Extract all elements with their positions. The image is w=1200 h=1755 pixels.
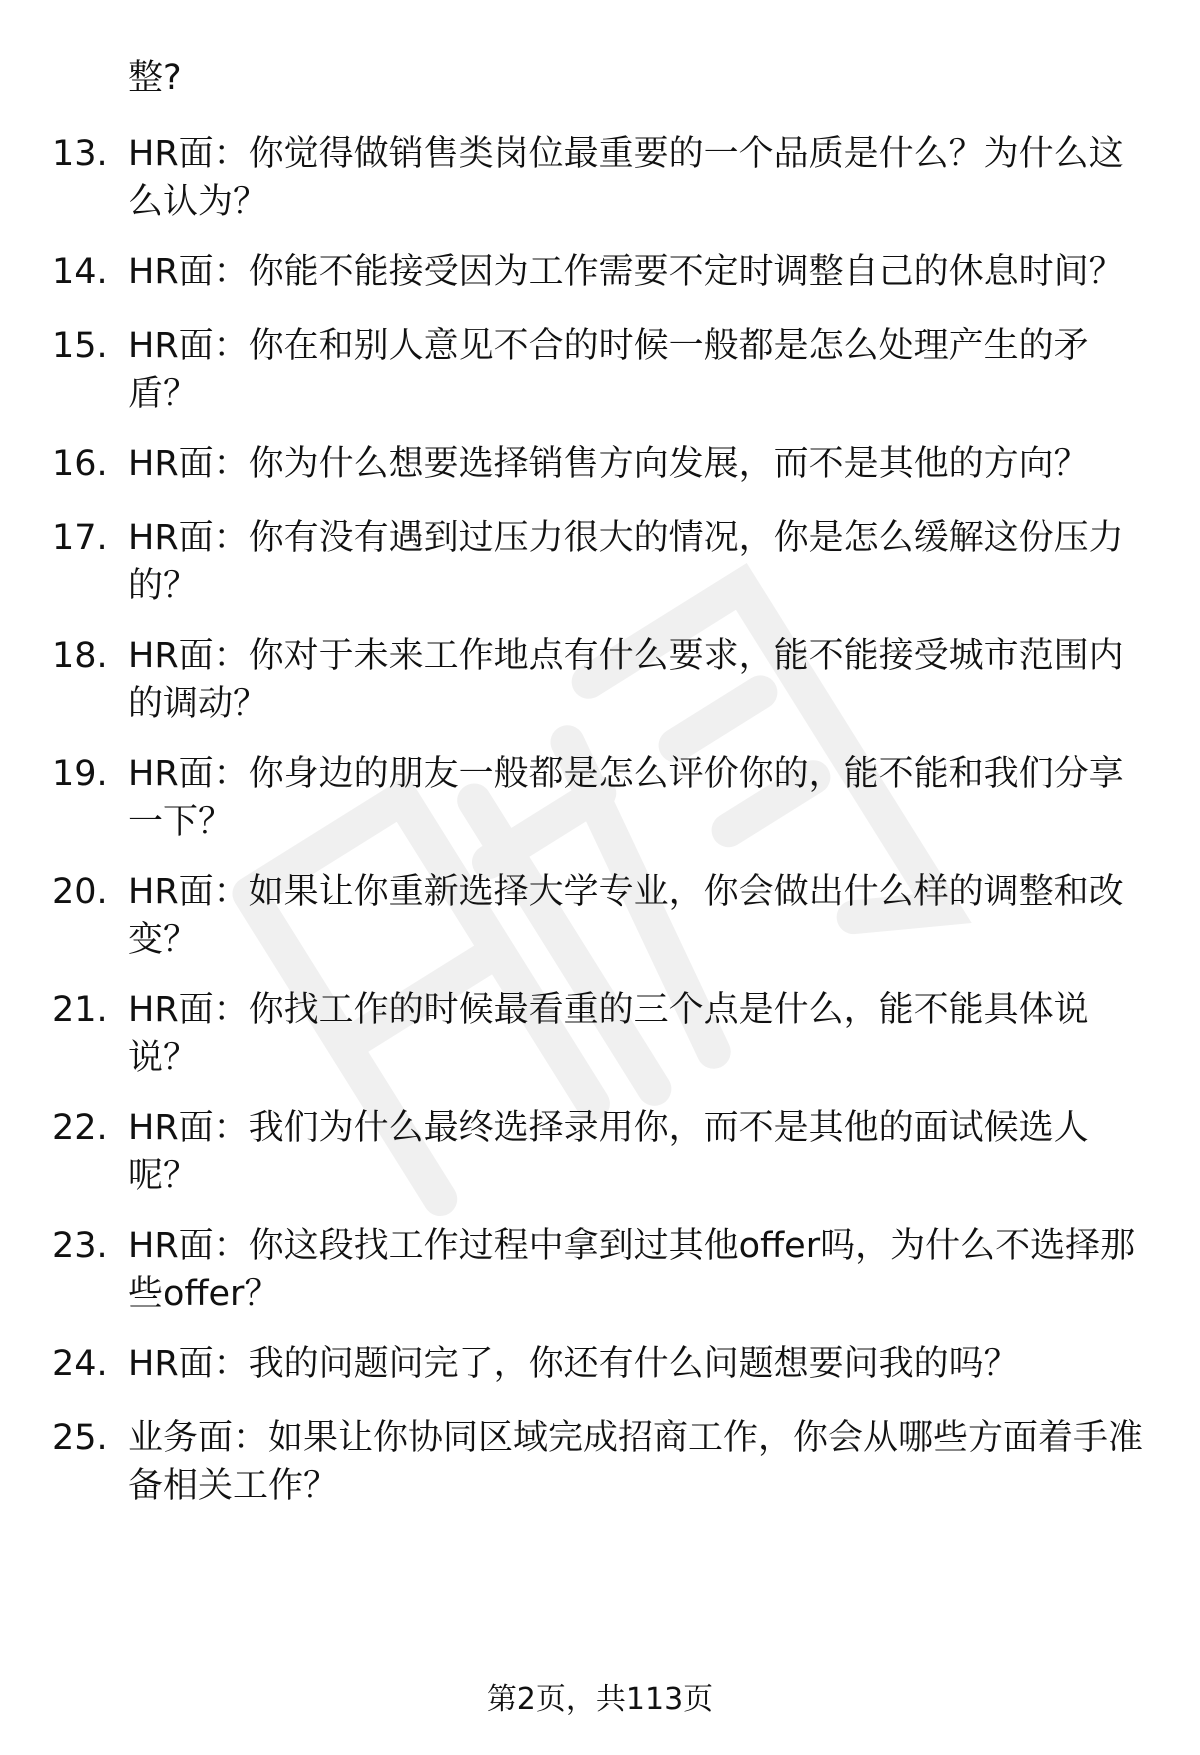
- question-number: 14.: [52, 252, 108, 292]
- question-number: 13.: [52, 134, 108, 174]
- question-text: HR面：你这段找工作过程中拿到过其他offer吗，为什么不选择那些offer？: [128, 1226, 1136, 1314]
- question-text: 业务面：如果让你协同区域完成招商工作，你会从哪些方面着手准备相关工作？: [128, 1418, 1144, 1506]
- question-number: 17.: [52, 518, 108, 558]
- question-number: 18.: [52, 636, 108, 676]
- question-number: 25.: [52, 1418, 108, 1458]
- question-number: 16.: [52, 444, 108, 484]
- question-text: HR面：如果让你重新选择大学专业，你会做出什么样的调整和改变？: [128, 872, 1124, 960]
- question-text: HR面：我们为什么最终选择录用你，而不是其他的面试候选人呢？: [128, 1108, 1089, 1196]
- question-number: 19.: [52, 754, 108, 794]
- question-number: 24.: [52, 1344, 108, 1384]
- question-text: HR面：你对于未来工作地点有什么要求，能不能接受城市范围内的调动？: [128, 636, 1124, 724]
- question-number: 21.: [52, 990, 108, 1030]
- question-number: 20.: [52, 872, 108, 912]
- question-number: 23.: [52, 1226, 108, 1266]
- page-footer: 第2页，共113页: [486, 1682, 714, 1717]
- question-number: 15.: [52, 326, 108, 366]
- continuation-text: 整?: [128, 58, 182, 98]
- question-text: HR面：你觉得做销售类岗位最重要的一个品质是什么？为什么这么认为？: [128, 134, 1124, 222]
- question-text: HR面：你有没有遇到过压力很大的情况，你是怎么缓解这份压力的？: [128, 518, 1124, 606]
- question-text: HR面：你为什么想要选择销售方向发展，而不是其他的方向？: [128, 444, 1089, 484]
- question-text: HR面：你找工作的时候最看重的三个点是什么，能不能具体说说？: [128, 990, 1089, 1078]
- question-text: HR面：你能不能接受因为工作需要不定时调整自己的休息时间？: [128, 252, 1124, 292]
- question-text: HR面：你身边的朋友一般都是怎么评价你的，能不能和我们分享一下？: [128, 754, 1124, 842]
- question-text: HR面：你在和别人意见不合的时候一般都是怎么处理产生的矛盾？: [128, 326, 1089, 414]
- question-text: HR面：我的问题问完了，你还有什么问题想要问我的吗？: [128, 1344, 1019, 1384]
- question-number: 22.: [52, 1108, 108, 1148]
